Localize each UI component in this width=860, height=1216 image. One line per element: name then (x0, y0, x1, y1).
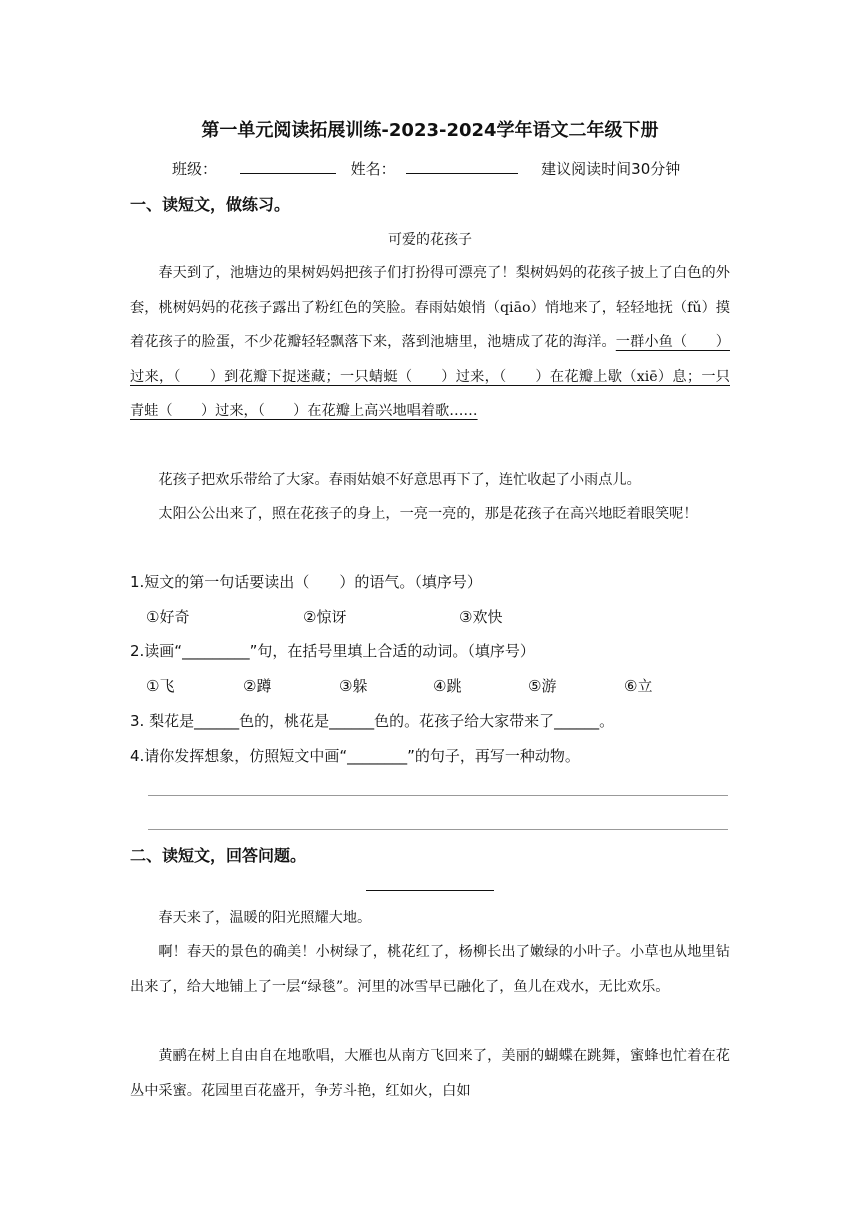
question-1-option[interactable]: ③欢快 (459, 608, 503, 626)
name-label: 姓名： (350, 160, 396, 178)
question-1: 1.短文的第一句话要读出（ ）的语气。（填序号） (130, 573, 482, 591)
question-2-option[interactable]: ④跳 (433, 677, 462, 695)
worksheet-title: 第一单元阅读拓展训练-2023-2024学年语文二年级下册 (201, 120, 659, 141)
time-note: 建议阅读时间30分钟 (541, 160, 681, 178)
student-info-row (172, 158, 680, 179)
question-2-option[interactable]: ③躲 (339, 677, 368, 695)
passage-2-paragraph-3: 黄鹂在树上自由自在地歌唱，大雁也从南方飞回来了，美丽的蝴蝶在跳舞，蜜蜂也忙着在花丛中采蜜。花园里百花盛开，争芳斗艳，红如火，白如 (130, 1048, 730, 1099)
class-blank[interactable] (240, 159, 336, 174)
question-1-option[interactable]: ②惊讶 (303, 608, 347, 626)
answer-line[interactable] (148, 795, 728, 796)
question-2-option[interactable]: ⑥立 (624, 677, 653, 695)
passage-1-paragraph-2: 花孩子把欢乐带给了大家。春雨姑娘不好意思再下了，连忙收起了小雨点儿。 (158, 472, 641, 488)
answer-line[interactable] (148, 829, 728, 830)
question-2: 2.读画“_________”句，在括号里填上合适的动词。（填序号） (130, 642, 535, 660)
question-3: 3. 梨花是______色的，桃花是______色的。花孩子给大家带来了______。 (130, 712, 615, 730)
question-1-option[interactable]: ①好奇 (146, 608, 190, 626)
name-blank[interactable] (406, 159, 518, 174)
question-2-option[interactable]: ②蹲 (243, 677, 272, 695)
passage-2-title-blank[interactable] (366, 890, 494, 891)
section-2-heading: 二、读短文，回答问题。 (130, 846, 307, 865)
passage-1-underlined-sentence: 一群小鱼（ ）过来，（ ）到花瓣下捉迷藏；一只蜻蜓（ ）过来，（ ）在花瓣上歇（xiē）息；一只青蛙（ ）过来，（ ）在花瓣上高兴地唱着歌…… (130, 334, 730, 419)
passage-1-plain-text: 春天到了，池塘边的果树妈妈把孩子们打扮得可漂亮了！梨树妈妈的花孩子披上了白色的外套，桃树妈妈的花孩子露出了粉红色的笑脸。春雨姑娘悄（qiāo）悄地来了，轻轻地抚（fǔ）摸着花孩子的脸蛋，不少花瓣轻轻飘落下来，落到池塘里，池塘成了花的海洋。 (130, 265, 730, 350)
question-4: 4.请你发挥想象，仿照短文中画“________”的句子，再写一种动物。 (130, 747, 580, 765)
passage-2-paragraph-2: 啊！春天的景色的确美！小树绿了，桃花红了，杨柳长出了嫩绿的小叶子。小草也从地里钻出来了，给大地铺上了一层“绿毯”。河里的冰雪早已融化了，鱼儿在戏水，无比欢乐。 (130, 944, 730, 995)
question-2-option[interactable]: ①飞 (146, 677, 175, 695)
question-2-option[interactable]: ⑤游 (528, 677, 557, 695)
section-1-heading: 一、读短文，做练习。 (130, 195, 291, 214)
passage-1-paragraph-1 (130, 256, 730, 429)
class-label: 班级： (172, 160, 218, 178)
passage-2-paragraph-1: 春天来了，温暖的阳光照耀大地。 (158, 910, 372, 926)
passage-1-title: 可爱的花孩子 (388, 232, 472, 248)
passage-1-paragraph-3: 太阳公公出来了，照在花孩子的身上，一亮一亮的，那是花孩子在高兴地眨着眼笑呢！ (158, 506, 698, 522)
